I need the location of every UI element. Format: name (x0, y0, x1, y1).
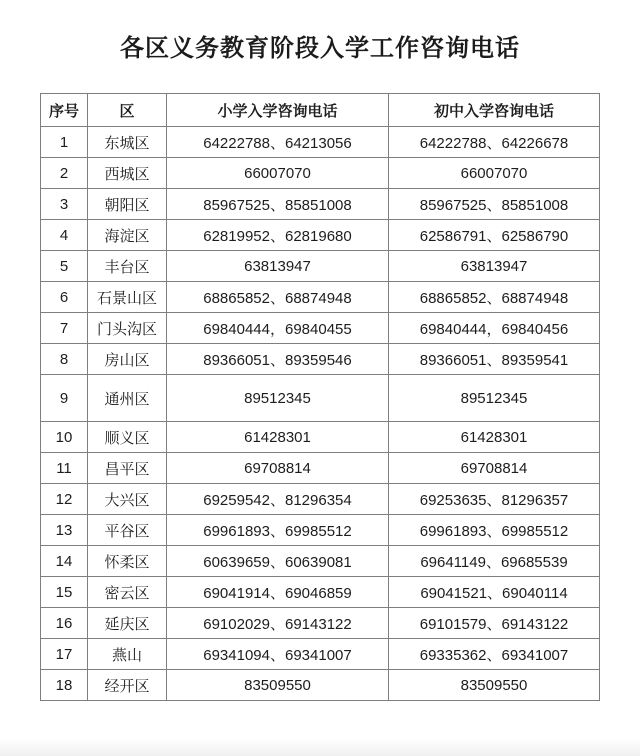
cell-district: 丰台区 (88, 251, 167, 282)
table-row (41, 608, 600, 639)
cell-district: 通州区 (88, 375, 167, 422)
cell-serial: 3 (41, 189, 88, 220)
cell-junior-phone: 66007070 (389, 158, 600, 189)
cell-serial: 4 (41, 220, 88, 251)
table-row (41, 313, 600, 344)
cell-primary-phone: 89512345 (167, 375, 389, 422)
cell-district: 石景山区 (88, 282, 167, 313)
cell-junior-phone: 83509550 (389, 670, 600, 701)
cell-junior-phone: 68865852、68874948 (389, 282, 600, 313)
table-row (41, 375, 600, 422)
cell-district: 怀柔区 (88, 546, 167, 577)
column-header-junior-phone: 初中入学咨询电话 (389, 94, 600, 127)
cell-serial: 12 (41, 484, 88, 515)
cell-junior-phone: 69101579、69143122 (389, 608, 600, 639)
table-row (41, 422, 600, 453)
cell-serial: 1 (41, 127, 88, 158)
cell-junior-phone: 62586791、62586790 (389, 220, 600, 251)
cell-serial: 15 (41, 577, 88, 608)
cell-primary-phone: 85967525、85851008 (167, 189, 389, 220)
cell-primary-phone: 60639659、60639081 (167, 546, 389, 577)
cell-district: 大兴区 (88, 484, 167, 515)
cell-serial: 10 (41, 422, 88, 453)
cell-district: 平谷区 (88, 515, 167, 546)
table-row (41, 639, 600, 670)
cell-primary-phone: 62819952、62819680 (167, 220, 389, 251)
cell-district: 燕山 (88, 639, 167, 670)
cell-district: 密云区 (88, 577, 167, 608)
page-bottom-strip (0, 738, 640, 756)
table-row (41, 670, 600, 701)
table-row (41, 189, 600, 220)
column-header-serial: 序号 (41, 94, 88, 127)
cell-district: 顺义区 (88, 422, 167, 453)
cell-serial: 5 (41, 251, 88, 282)
cell-serial: 14 (41, 546, 88, 577)
cell-district: 昌平区 (88, 453, 167, 484)
column-header-primary-phone: 小学入学咨询电话 (167, 94, 389, 127)
header-row (41, 94, 600, 127)
cell-junior-phone: 69335362、69341007 (389, 639, 600, 670)
cell-serial: 18 (41, 670, 88, 701)
cell-serial: 2 (41, 158, 88, 189)
table-header (41, 94, 600, 127)
cell-serial: 16 (41, 608, 88, 639)
cell-junior-phone: 63813947 (389, 251, 600, 282)
cell-primary-phone: 69961893、69985512 (167, 515, 389, 546)
cell-junior-phone: 69253635、81296357 (389, 484, 600, 515)
phone-table (40, 93, 600, 701)
cell-junior-phone: 89512345 (389, 375, 600, 422)
cell-serial: 11 (41, 453, 88, 484)
cell-serial: 17 (41, 639, 88, 670)
cell-serial: 13 (41, 515, 88, 546)
cell-primary-phone: 68865852、68874948 (167, 282, 389, 313)
table-row (41, 344, 600, 375)
cell-junior-phone: 69708814 (389, 453, 600, 484)
cell-primary-phone: 69259542、81296354 (167, 484, 389, 515)
cell-district: 房山区 (88, 344, 167, 375)
cell-district: 经开区 (88, 670, 167, 701)
cell-district: 门头沟区 (88, 313, 167, 344)
cell-primary-phone: 89366051、89359546 (167, 344, 389, 375)
table-row (41, 453, 600, 484)
column-header-district: 区 (88, 94, 167, 127)
table-row (41, 127, 600, 158)
cell-primary-phone: 83509550 (167, 670, 389, 701)
table-row (41, 220, 600, 251)
page-title: 各区义务教育阶段入学工作咨询电话 (120, 35, 520, 62)
table-row (41, 577, 600, 608)
table-row (41, 282, 600, 313)
table-row (41, 515, 600, 546)
cell-junior-phone: 69041521、69040114 (389, 577, 600, 608)
cell-junior-phone: 69961893、69985512 (389, 515, 600, 546)
cell-serial: 6 (41, 282, 88, 313)
cell-primary-phone: 69840444，69840455 (167, 313, 389, 344)
cell-district: 延庆区 (88, 608, 167, 639)
cell-primary-phone: 61428301 (167, 422, 389, 453)
cell-junior-phone: 69641149、69685539 (389, 546, 600, 577)
cell-district: 海淀区 (88, 220, 167, 251)
cell-primary-phone: 64222788、64213056 (167, 127, 389, 158)
cell-primary-phone: 69708814 (167, 453, 389, 484)
cell-junior-phone: 61428301 (389, 422, 600, 453)
cell-primary-phone: 69102029、69143122 (167, 608, 389, 639)
cell-district: 东城区 (88, 127, 167, 158)
table-row (41, 158, 600, 189)
cell-serial: 8 (41, 344, 88, 375)
enrollment-phone-table (40, 93, 599, 701)
cell-junior-phone: 85967525、85851008 (389, 189, 600, 220)
cell-primary-phone: 69041914、69046859 (167, 577, 389, 608)
table-row (41, 251, 600, 282)
cell-primary-phone: 63813947 (167, 251, 389, 282)
cell-primary-phone: 66007070 (167, 158, 389, 189)
table-row (41, 546, 600, 577)
table-row (41, 484, 600, 515)
cell-district: 西城区 (88, 158, 167, 189)
cell-junior-phone: 89366051、89359541 (389, 344, 600, 375)
cell-serial: 9 (41, 375, 88, 422)
cell-serial: 7 (41, 313, 88, 344)
table-body (41, 127, 600, 701)
cell-district: 朝阳区 (88, 189, 167, 220)
cell-junior-phone: 64222788、64226678 (389, 127, 600, 158)
cell-primary-phone: 69341094、69341007 (167, 639, 389, 670)
cell-junior-phone: 69840444，69840456 (389, 313, 600, 344)
